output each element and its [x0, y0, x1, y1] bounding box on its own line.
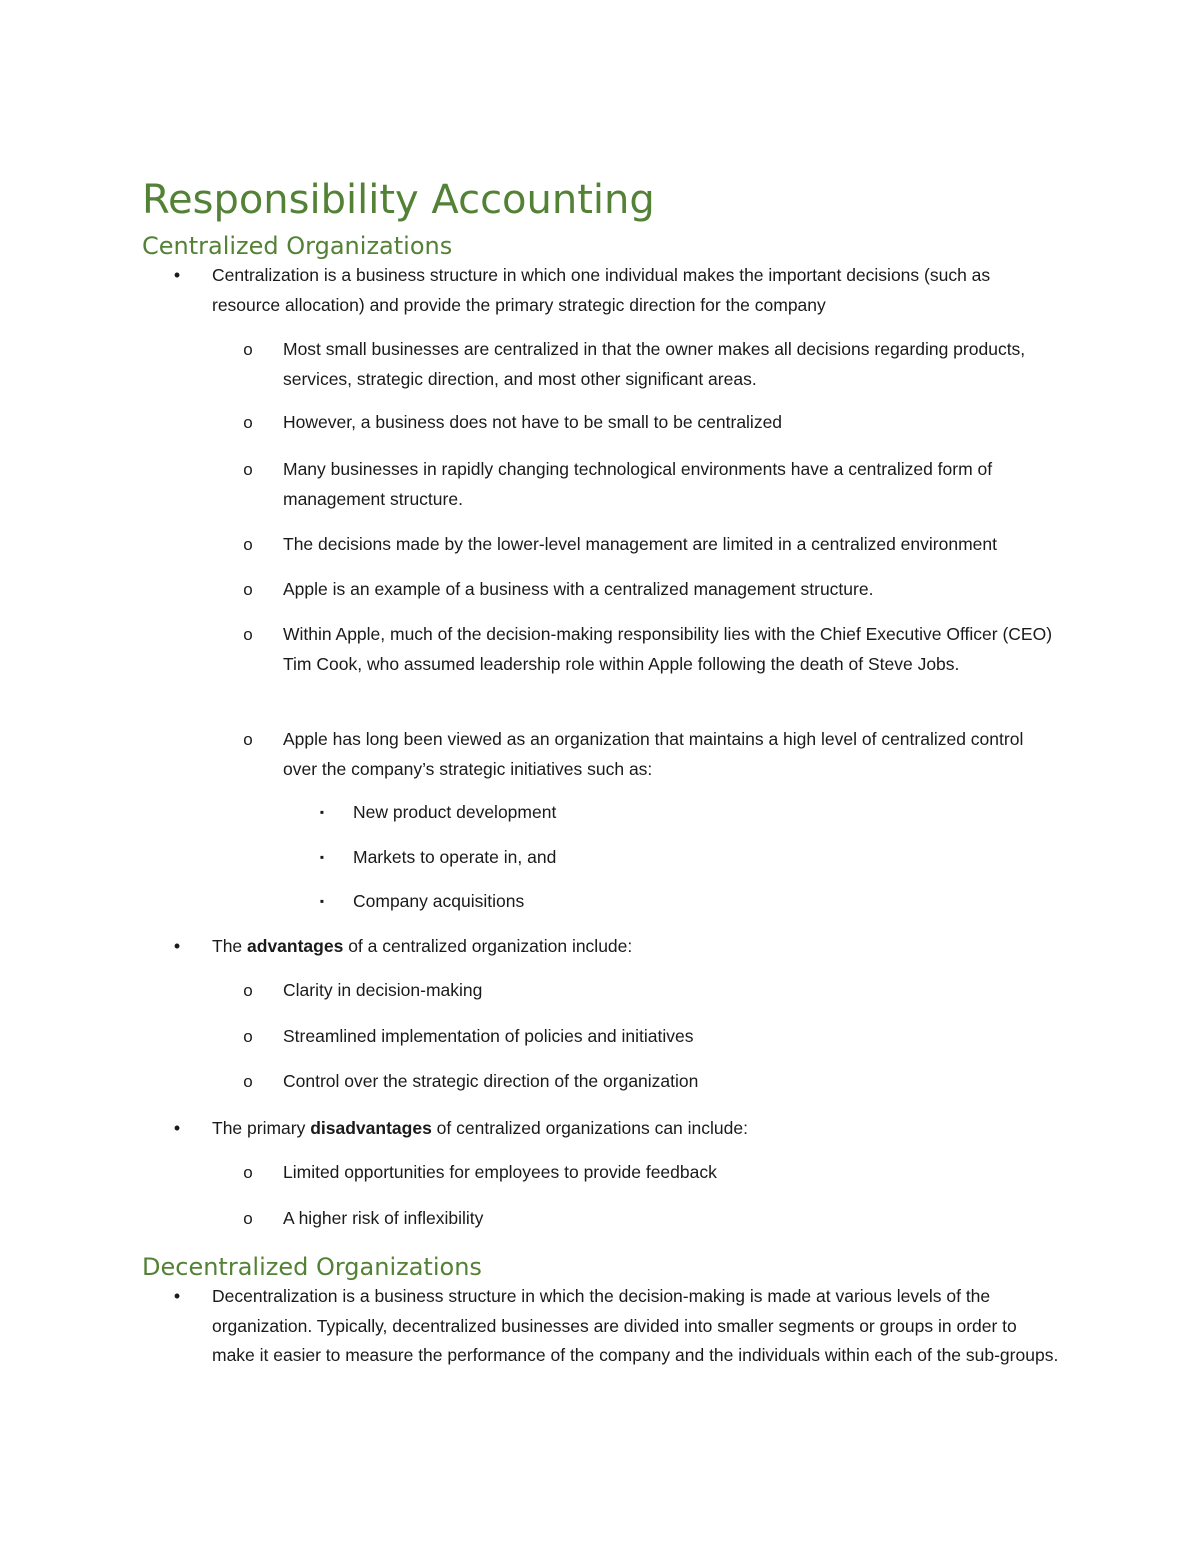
- list-item: [243, 455, 1058, 514]
- text-prefix: The primary: [212, 1118, 311, 1138]
- bullet-marker: •: [173, 265, 181, 285]
- list-item-text: [212, 932, 1062, 962]
- list-item-text: Markets to operate in, and: [353, 847, 557, 867]
- list-item: [243, 1204, 1058, 1234]
- bullet-marker: •: [173, 936, 181, 956]
- list-item-text: Most small businesses are centralized in that the owner makes all decisions regarding products, services, strategic direction, and most other significant areas.: [283, 339, 1026, 389]
- text-suffix: of centralized organizations can include:: [431, 1118, 748, 1138]
- list-item-text: Apple has long been viewed as an organization that maintains a high level of centralized control over the company’s strategic initiatives such as:: [283, 729, 1024, 779]
- bullet-marker: o: [243, 1163, 253, 1182]
- list-item-text: [212, 1114, 1062, 1144]
- list-item: [243, 1067, 1058, 1097]
- list-item: [243, 620, 1058, 679]
- list-item-text: Clarity in decision-making: [283, 980, 483, 1000]
- bullet-marker: o: [243, 730, 253, 749]
- list-item-text: New product development: [353, 802, 557, 822]
- bullet-marker: o: [243, 1209, 253, 1228]
- bullet-marker: •: [173, 1286, 181, 1306]
- list-item: [243, 725, 1058, 784]
- bullet-marker: •: [173, 1118, 181, 1138]
- list-item: [243, 1022, 1058, 1052]
- list-item-text: Control over the strategic direction of the organization: [283, 1071, 699, 1091]
- list-item: [243, 408, 1058, 438]
- bullet-marker: ▪: [319, 850, 325, 864]
- list-item: [243, 976, 1058, 1006]
- section-heading-centralized: Centralized Organizations: [142, 232, 453, 260]
- list-item: [319, 798, 1053, 828]
- emphasis-disadvantages: disadvantages: [310, 1118, 432, 1138]
- bullet-marker: o: [243, 981, 253, 1000]
- document-title: Responsibility Accounting: [142, 177, 655, 223]
- bullet-marker: o: [243, 413, 253, 432]
- list-item: [243, 335, 1058, 394]
- list-item: [319, 887, 1053, 917]
- list-item-text: However, a business does not have to be small to be centralized: [283, 412, 783, 432]
- bullet-marker: ▪: [319, 805, 325, 819]
- section-heading-decentralized: Decentralized Organizations: [142, 1253, 482, 1281]
- list-item-text: Decentralization is a business structure in which the decision-making is made at various levels of the organization. Typically, decentralized businesses are divided into smaller segments or groups in order to make it easier to measure the performance of the company and the individuals within each of the sub-groups.: [212, 1286, 1059, 1365]
- list-item-text: Many businesses in rapidly changing technological environments have a centralized form of management structure.: [283, 459, 993, 509]
- list-item-text: Apple is an example of a business with a centralized management structure.: [283, 579, 874, 599]
- list-item-text: Company acquisitions: [353, 891, 525, 911]
- emphasis-advantages: advantages: [247, 936, 344, 956]
- bullet-marker: o: [243, 1072, 253, 1091]
- list-item-text: Limited opportunities for employees to provide feedback: [283, 1162, 717, 1182]
- list-item-text: Within Apple, much of the decision-making responsibility lies with the Chief Executive Officer (CEO) Tim Cook, who assumed leadership role within Apple following the death of Steve Jobs.: [283, 624, 1053, 674]
- list-item: [319, 843, 1053, 873]
- text-suffix: of a centralized organization include:: [343, 936, 633, 956]
- list-item-text: The decisions made by the lower-level management are limited in a centralized environment: [283, 534, 997, 554]
- list-item: [173, 1282, 1062, 1371]
- list-item: [243, 530, 1058, 560]
- bullet-marker: o: [243, 625, 253, 644]
- bullet-marker: o: [243, 460, 253, 479]
- list-item-text: A higher risk of inflexibility: [283, 1208, 484, 1228]
- bullet-marker: ▪: [319, 894, 325, 908]
- list-item: [173, 261, 1062, 320]
- list-item: [243, 1158, 1058, 1188]
- list-item: [173, 1114, 1062, 1144]
- bullet-marker: o: [243, 535, 253, 554]
- list-item: [173, 932, 1062, 962]
- bullet-marker: o: [243, 340, 253, 359]
- bullet-marker: o: [243, 580, 253, 599]
- text-prefix: The: [212, 936, 248, 956]
- list-item-text: Centralization is a business structure in which one individual makes the important decisions (such as resource allocation) and provide the primary strategic direction for the company: [212, 265, 991, 315]
- bullet-marker: o: [243, 1027, 253, 1046]
- list-item-text: Streamlined implementation of policies and initiatives: [283, 1026, 694, 1046]
- list-item: [243, 575, 1058, 605]
